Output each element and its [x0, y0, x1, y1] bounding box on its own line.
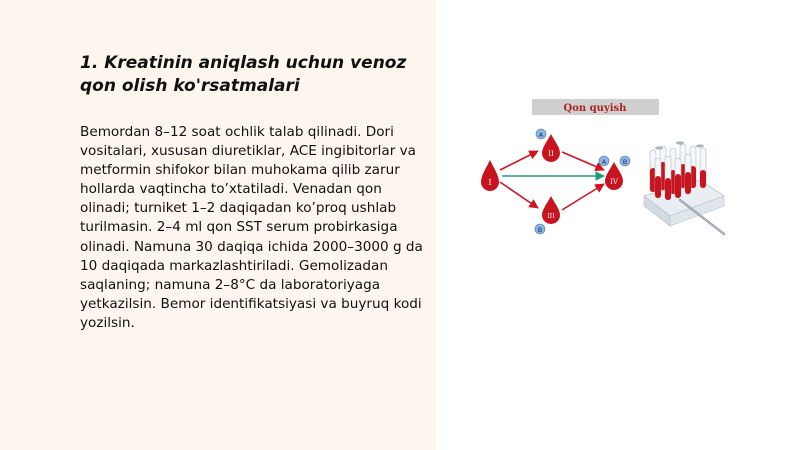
label-iii: III [547, 213, 555, 220]
antigen-a-right-label: A [601, 158, 607, 166]
slide-body-text: Bemordan 8–12 soat ochlik talab qilinadi. Dori vositalari, xususan diuretiklar, ACE ingibitorlar va metformin shifokor bilan muhokama qilib zarur hollarda vaqtincha to’xtatiladi. Venadan qon olinadi; turniket 1–2 daqiqadan ko’proq ushlab turilmasin. 2–4 ml qon SST serum probirkasiga olinadi. Namuna 30 daqiqa ichida 2000–3000 g da 10 daqiqada markazlashtiriladi. Gemolizadan saqlaning; namuna 2–8°C da laboratoriyaga yetkazilsin. Bemor identifikatsiyasi va buyruq kodi yozilsin. [80, 124, 423, 331]
arrow-i-to-ii [500, 151, 538, 170]
arrow-ii-to-iv [562, 152, 604, 170]
arrow-iii-to-iv [562, 184, 604, 210]
transfusion-diagram [474, 96, 728, 242]
antigen-b-label: B [537, 226, 543, 234]
banner-label: Qon quyish [563, 103, 627, 114]
antigen-a-label: A [538, 131, 544, 139]
antigen-b-right-label: B [622, 158, 628, 166]
label-iv: IV [610, 178, 618, 186]
label-ii: II [548, 150, 554, 158]
slide-title: 1. Kreatinin aniqlash uchun venoz qon olish ko'rsatmalari [80, 53, 407, 96]
label-i: I [488, 178, 492, 187]
arrow-i-to-iii [500, 182, 538, 208]
blood-transfusion-figure [474, 96, 728, 242]
test-tube-rack-icon [644, 141, 724, 234]
